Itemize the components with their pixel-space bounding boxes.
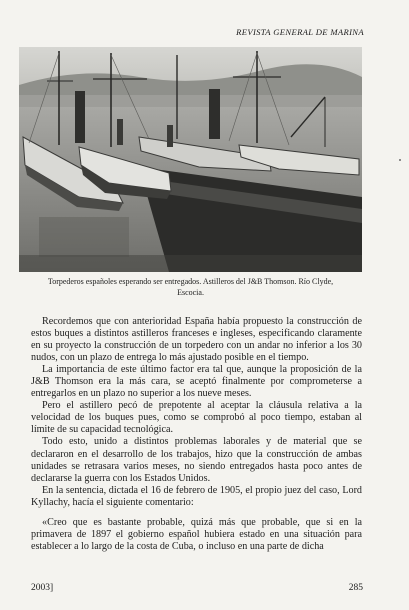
- caption-line-2: Escocia.: [177, 287, 204, 297]
- paragraph-3: Pero el astillero pecó de prepotente al aceptar la cláusula relativa a la velocidad de los buques pues, como se comprobó al poco tiempo, estaban al límite de su capacidad tecnológica.: [31, 400, 362, 436]
- margin-speck: [399, 159, 401, 161]
- page-number: 285: [348, 583, 363, 593]
- caption-line-1: Torpederos españoles esperando ser entregados. Astilleros del J&B Thomson. Río Clyde,: [47, 277, 334, 286]
- journal-running-header: REVISTA GENERAL DE MARINA: [236, 27, 364, 37]
- paragraph-5: En la sentencia, dictada el 16 de febrero de 1905, el propio juez del caso, Lord Kyllachy, hacía el siguiente comentario:: [31, 484, 362, 508]
- figure-caption: [19, 277, 362, 298]
- paragraph-4: Todo esto, unido a distintos problemas laborales y de material que se declararon en el desarrollo de los trabajos, hizo que la construcción de ambas unidades se retrasara varios meses, no siendo entregados hasta poco antes de declararse la guerra con los Estados Unidos.: [31, 436, 362, 484]
- article-body: [31, 316, 362, 553]
- historical-photograph: [19, 47, 362, 272]
- paragraph-1: Recordemos que con anterioridad España había propuesto la construcción de estos buques a distintos astilleros franceses e ingleses, especificando claramente en su proyecto la construcción de un torpedero con un andar no inferior a los 30 nudos, con un plazo de entrega lo más ajustado posible en el tiempo.: [31, 316, 362, 364]
- judge-quote: «Creo que es bastante probable, quizá más que probable, que si en la primavera de 1897 el gobierno español hubiera estado en una situación para establecer a lo largo de la costa de Cuba, o incluso en una parte de dicha: [31, 516, 362, 552]
- issue-year: 2003]: [31, 583, 54, 593]
- paragraph-2: La importancia de este último factor era tal que, aunque la proposición de la J&B Thomson era la más cara, se aceptó finalmente por comprometerse a entregarlos en un plazo no superior a los nueve meses.: [31, 364, 362, 400]
